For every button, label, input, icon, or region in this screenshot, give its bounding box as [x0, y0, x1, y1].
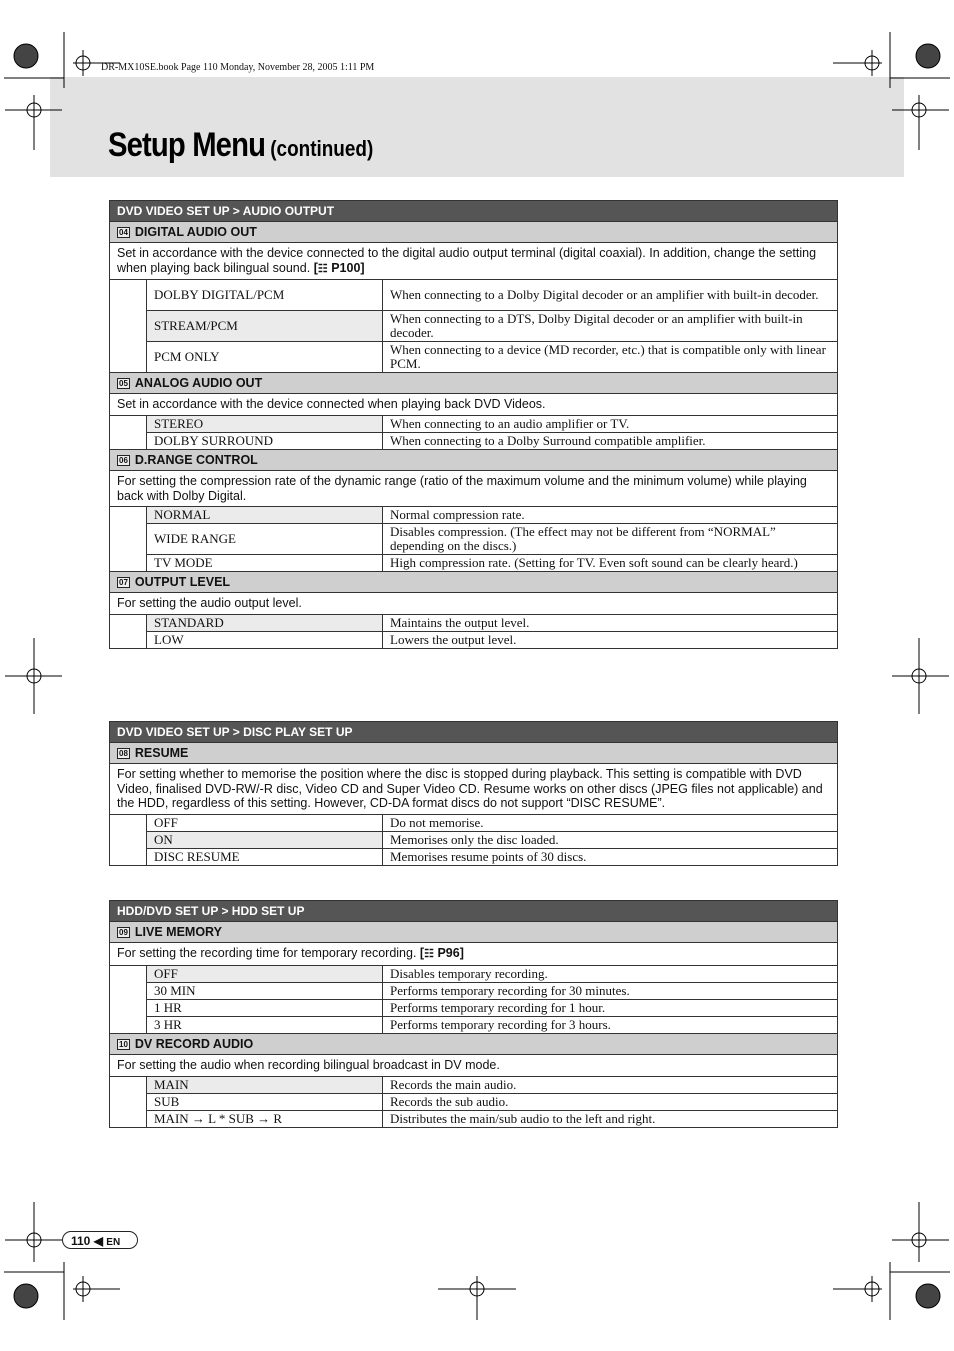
option-text: Maintains the output level.: [383, 615, 838, 632]
section-audio-output: [109, 200, 838, 649]
option-text: Performs temporary recording for 30 minutes.: [383, 982, 838, 999]
option-label: 30 MIN: [147, 982, 383, 999]
option-label: OFF: [147, 965, 383, 982]
option-label: ON: [147, 831, 383, 848]
option-text: Records the sub audio.: [383, 1093, 838, 1110]
page-number: 110: [71, 1234, 91, 1248]
option-label: LOW: [147, 632, 383, 649]
option-text: Do not memorise.: [383, 814, 838, 831]
option-text: When connecting to a DTS, Dolby Digital decoder or an amplifier with built-in decoder.: [383, 311, 838, 342]
section-header: DVD VIDEO SET UP > DISC PLAY SET UP: [110, 722, 838, 743]
option-label: OFF: [147, 814, 383, 831]
book-ref-icon: ☷: [424, 948, 434, 960]
option-text: When connecting to an audio amplifier or TV.: [383, 416, 838, 433]
item-description: For setting the recording time for temporary recording. [☷ P96]: [110, 943, 838, 966]
option-text: Memorises only the disc loaded.: [383, 831, 838, 848]
book-ref-icon: ☷: [317, 262, 328, 275]
option-label: 1 HR: [147, 999, 383, 1016]
option-label: STREAM/PCM: [147, 311, 383, 342]
option-label: MAIN → L * SUB → R: [147, 1110, 383, 1127]
option-text: Normal compression rate.: [383, 507, 838, 524]
option-label: STEREO: [147, 416, 383, 433]
section-header: HDD/DVD SET UP > HDD SET UP: [110, 901, 838, 922]
item-header: 09 LIVE MEMORY: [110, 922, 838, 943]
title-suffix: (continued): [270, 136, 374, 161]
section-disc-play: [109, 721, 838, 866]
item-description: For setting the compression rate of the dynamic range (ratio of the maximum volume and the minimum volume) while playing back with Dolby Digital.: [110, 471, 838, 507]
option-text: Distributes the main/sub audio to the left and right.: [383, 1110, 838, 1127]
item-description: For setting the audio output level.: [110, 593, 838, 615]
option-label: NORMAL: [147, 507, 383, 524]
book-info: DR-MX10SE.book Page 110 Monday, November 28, 2005 1:11 PM: [101, 62, 375, 73]
option-label: DOLBY SURROUND: [147, 433, 383, 450]
option-label: STANDARD: [147, 615, 383, 632]
option-text: High compression rate. (Setting for TV. Even soft sound can be clearly heard.): [383, 555, 838, 572]
option-label: SUB: [147, 1093, 383, 1110]
item-description: Set in accordance with the device connected to the digital audio output terminal (digital coaxial). In addition, change the setting when playing back bilingual sound. [☷ P100]: [110, 243, 838, 280]
option-text: Disables temporary recording.: [383, 965, 838, 982]
page-lang: EN: [106, 1237, 121, 1248]
item-description: For setting the audio when recording bilingual broadcast in DV mode.: [110, 1054, 838, 1076]
section-hdd-setup: [109, 900, 838, 1128]
page-number-badge: [62, 1231, 138, 1249]
item-description: For setting whether to memorise the position where the disc is stopped during playback. This setting is compatible with DVD Video, finalised DVD-RW/-R disc, Video CD and Super Video CD. Resume works on other discs (JPEG files not applicable) and the HDD, regardless of this setting. However, CD-DA format discs do not support “DISC RESUME”.: [110, 764, 838, 815]
option-label: MAIN: [147, 1076, 383, 1093]
option-label: TV MODE: [147, 555, 383, 572]
option-text: Lowers the output level.: [383, 632, 838, 649]
section-header: DVD VIDEO SET UP > AUDIO OUTPUT: [110, 201, 838, 222]
option-text: Performs temporary recording for 1 hour.: [383, 999, 838, 1016]
option-text: When connecting to a device (MD recorder, etc.) that is compatible only with linear PCM.: [383, 342, 838, 373]
item-header: 04 DIGITAL AUDIO OUT: [110, 222, 838, 243]
page-arrow-icon: ◀: [93, 1234, 103, 1248]
option-label: 3 HR: [147, 1016, 383, 1033]
option-label: WIDE RANGE: [147, 524, 383, 555]
item-header: 10 DV RECORD AUDIO: [110, 1033, 838, 1054]
option-text: When connecting to a Dolby Surround compatible amplifier.: [383, 433, 838, 450]
item-header: 07 OUTPUT LEVEL: [110, 572, 838, 593]
item-header: 06 D.RANGE CONTROL: [110, 450, 838, 471]
option-text: Records the main audio.: [383, 1076, 838, 1093]
title-main: Setup Menu: [108, 126, 266, 164]
option-text: Disables compression. (The effect may not be different from “NORMAL” depending on the discs.): [383, 524, 838, 555]
option-text: Performs temporary recording for 3 hours.: [383, 1016, 838, 1033]
item-header: 05 ANALOG AUDIO OUT: [110, 373, 838, 394]
option-text: When connecting to a Dolby Digital decoder or an amplifier with built-in decoder.: [383, 280, 838, 311]
option-label: DOLBY DIGITAL/PCM: [147, 280, 383, 311]
option-label: PCM ONLY: [147, 342, 383, 373]
item-header: 08 RESUME: [110, 743, 838, 764]
option-label: DISC RESUME: [147, 848, 383, 865]
item-description: Set in accordance with the device connected when playing back DVD Videos.: [110, 394, 838, 416]
option-text: Memorises resume points of 30 discs.: [383, 848, 838, 865]
